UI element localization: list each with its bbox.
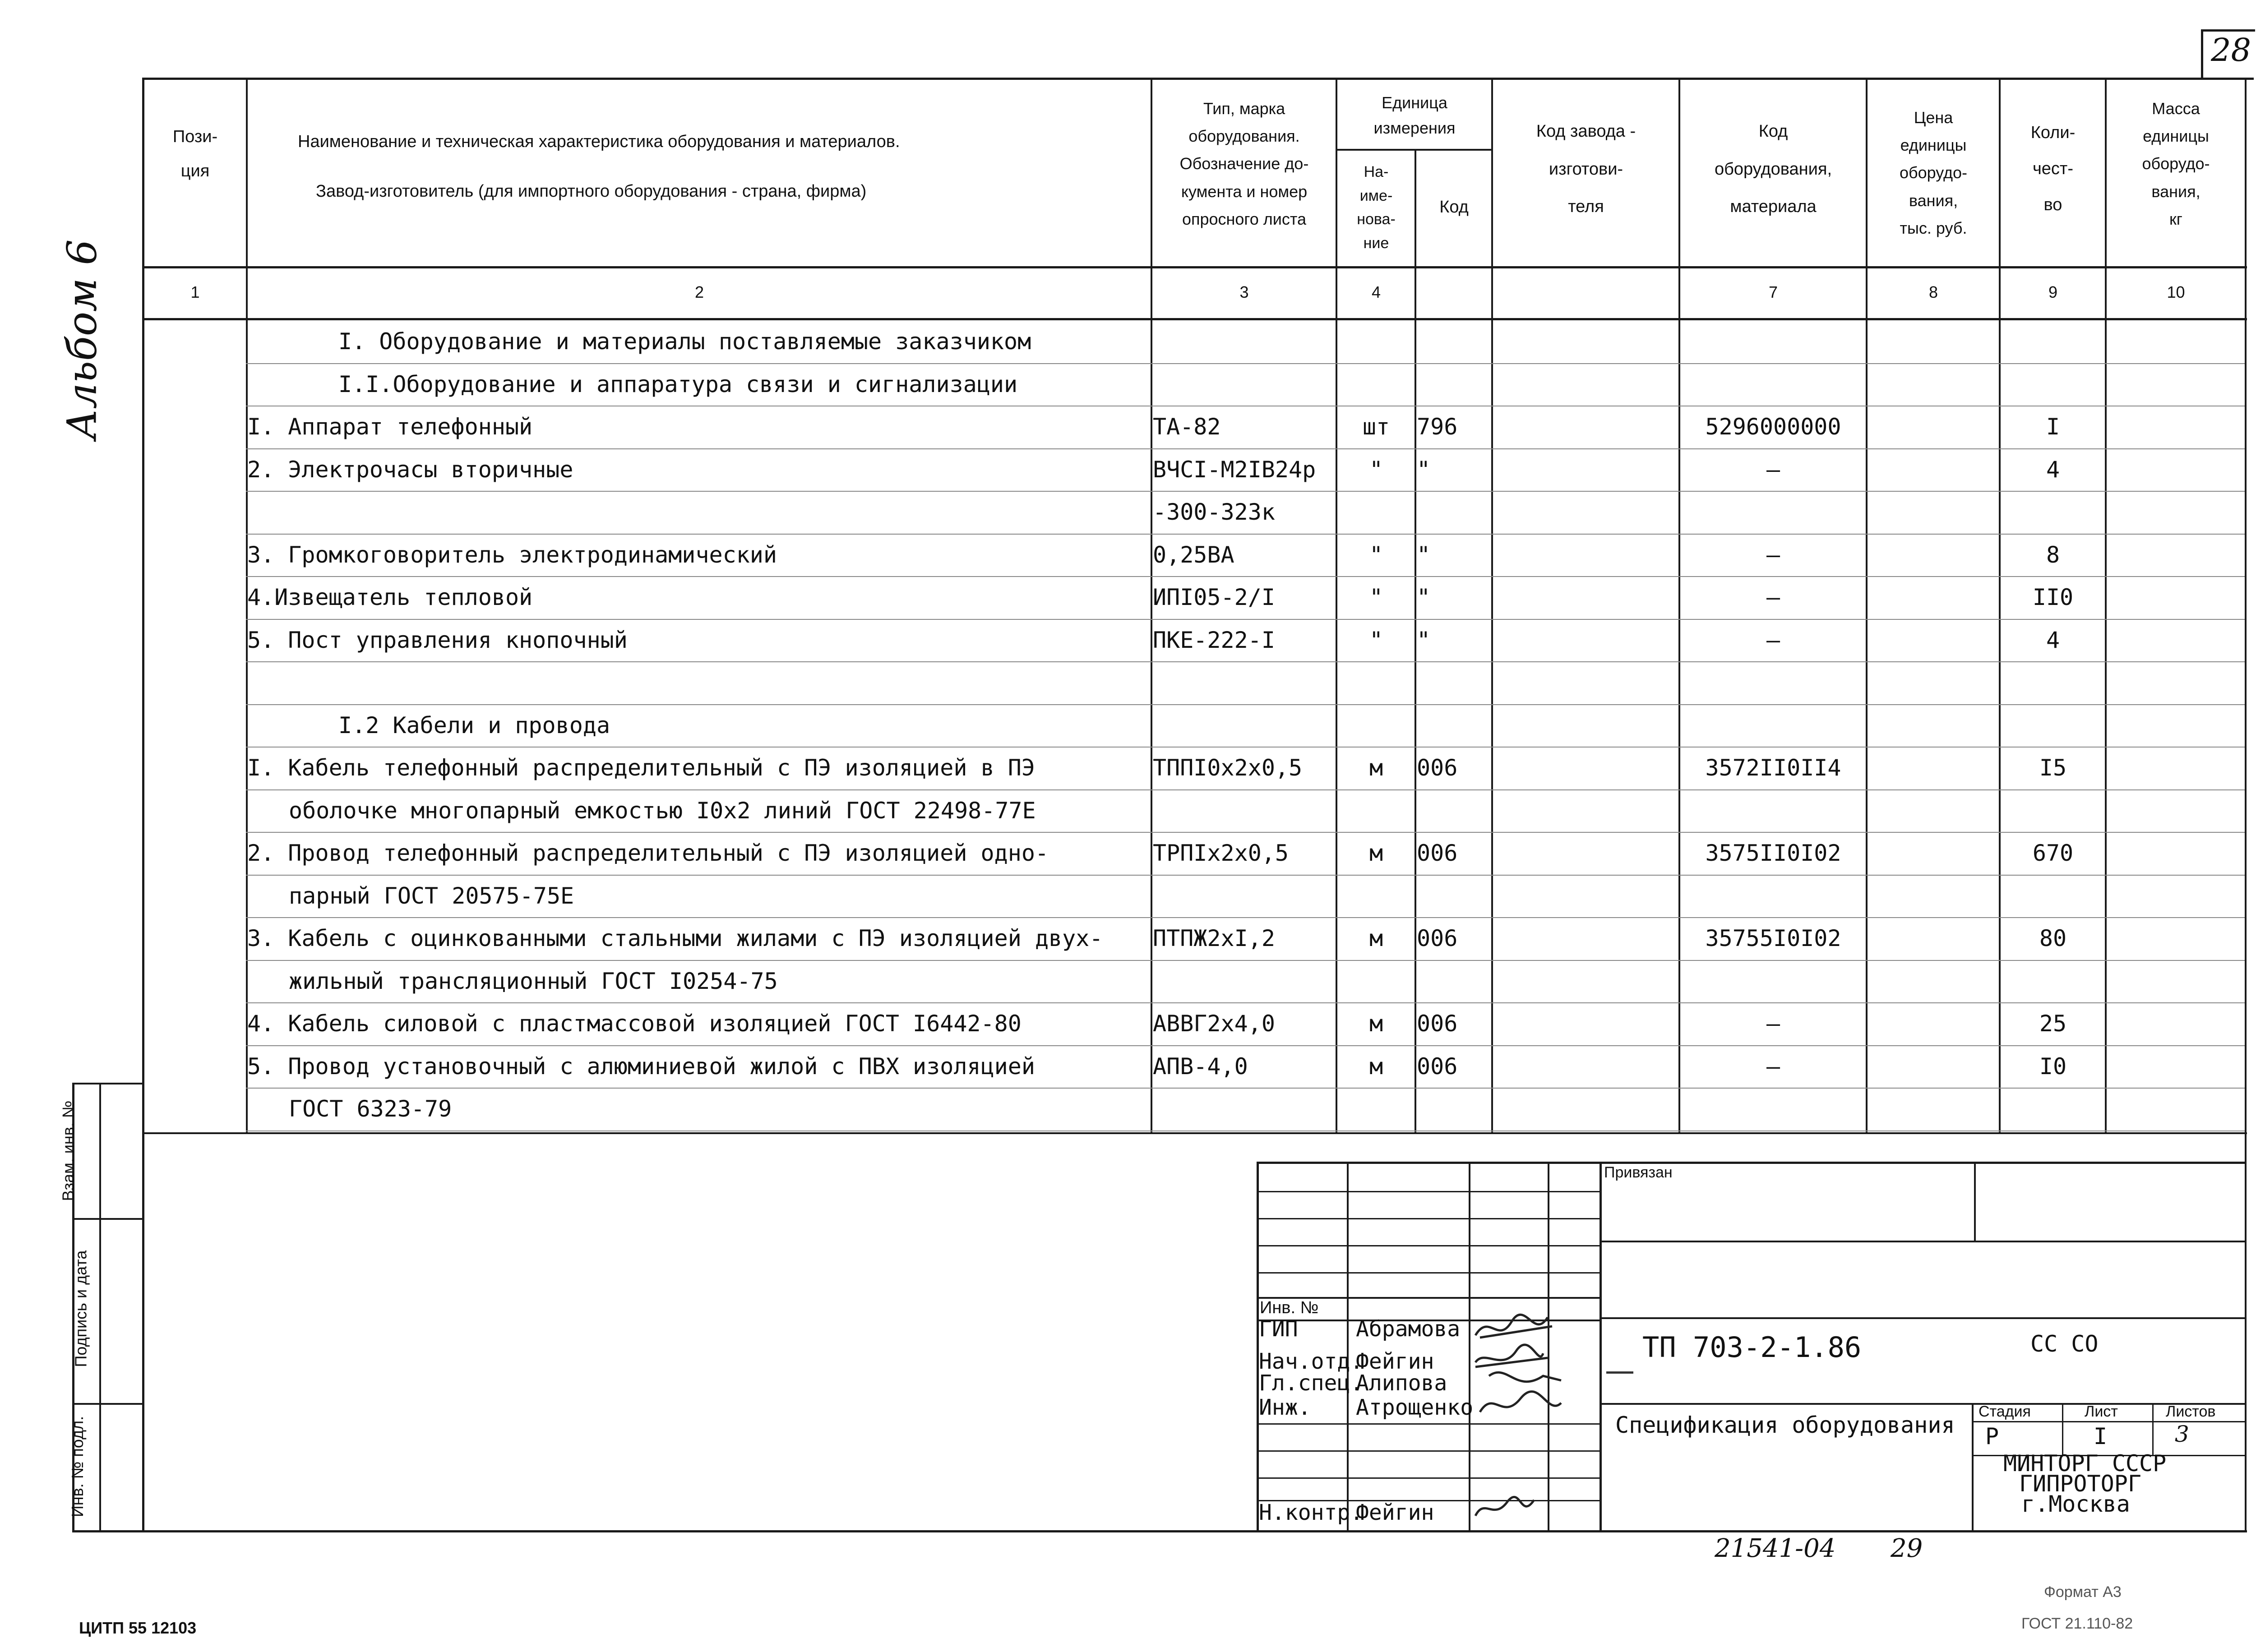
table-row-line (246, 1002, 2245, 1003)
row-unit: шт (1362, 414, 1390, 440)
table-col-line (1866, 78, 1868, 1132)
table-row-line (246, 875, 2245, 876)
colnum-7: 7 (1768, 283, 1778, 301)
row-unit: " (1369, 541, 1383, 568)
row-material-code: – (1766, 456, 1780, 483)
row-qty: 8 (2046, 541, 2060, 568)
row-type: ТА-82 (1153, 414, 1221, 440)
header-position: Пози- ция (172, 127, 218, 180)
row-type: ПТПЖ2хI,2 (1153, 925, 1275, 951)
stamp-sheet: I (2094, 1423, 2108, 1449)
row-unit: " (1369, 584, 1383, 610)
table-col-line (1678, 78, 1680, 1132)
row-qty: 25 (2039, 1011, 2067, 1037)
row-unit-code: 006 (1417, 1053, 1458, 1080)
stamp-name-2: Фейгин (1356, 1349, 1434, 1374)
row-unit: м (1369, 1053, 1383, 1080)
colnum-9: 9 (2048, 283, 2058, 301)
table-col-line (1999, 78, 2001, 1132)
stamp-org3: г.Москва (2021, 1491, 2130, 1517)
row-type: ВЧСI-М2IВ24р (1153, 456, 1316, 483)
table-row-line (246, 832, 2245, 833)
table-row-line (246, 789, 2245, 790)
row-name: 4. Кабель силовой с пластмассовой изоляцией ГОСТ I6442-80 (247, 1011, 1022, 1037)
table-row-line (246, 917, 2245, 918)
row-unit-code: 006 (1417, 925, 1458, 951)
row-qty: 4 (2046, 456, 2060, 483)
table-col-line (1336, 78, 1337, 1132)
row-qty: 4 (2046, 627, 2060, 653)
bottom-handwritten-code: 21541-04 (1715, 1534, 1836, 1563)
row-name: парный ГОСТ 20575-75Е (289, 882, 574, 909)
row-unit-code: 006 (1417, 755, 1458, 781)
table-row-line (246, 619, 2245, 620)
side-label-inv: Инв. № подл. (68, 1416, 87, 1518)
table-col-line (2245, 78, 2247, 1132)
stamp-role-3: Гл.спец. (1259, 1371, 1364, 1396)
header-type: Тип, марка оборудования. Обозначение до- кумента и номер опросного листа (1179, 99, 1309, 228)
header-unit: Единица измерения (1373, 93, 1456, 137)
stamp-sheets: 3 (2175, 1421, 2189, 1447)
table-row-line (246, 960, 2245, 961)
row-qty: II0 (2032, 584, 2074, 610)
stamp-org2: ГИПРОТОРГ (2019, 1471, 2141, 1497)
table-row-line (246, 363, 2245, 364)
row-unit-code: 006 (1417, 1011, 1458, 1037)
signature-5 (1475, 1497, 1534, 1516)
stamp-mark: СС СО (2030, 1331, 2099, 1357)
row-qty: I5 (2039, 755, 2067, 781)
table-col-line (1491, 78, 1493, 1132)
stamp-role-2: Нач.отд. (1259, 1349, 1364, 1374)
row-unit-code: " (1417, 541, 1431, 568)
row-name: оболочке многопарный емкостью I0х2 линий ГОСТ 22498-77Е (289, 797, 1036, 824)
row-unit-code: " (1417, 584, 1431, 610)
row-name: ГОСТ 6323-79 (289, 1096, 452, 1122)
row-type: ТППI0х2х0,5 (1153, 755, 1303, 781)
row-qty: 670 (2032, 840, 2074, 866)
table-row-line (246, 534, 2245, 535)
frame-bottom (72, 1530, 2247, 1532)
header-factory-code: Код завода - изготови- теля (1536, 122, 1636, 217)
row-unit-code: 796 (1417, 414, 1458, 440)
colnum-8: 8 (1928, 283, 1938, 301)
row-name: 2. Провод телефонный распределительный с ПЭ изоляцией одно- (247, 840, 1049, 866)
row-unit-code: " (1417, 627, 1431, 653)
stamp-name-5: Фейгин (1356, 1500, 1434, 1525)
row-type: ТРПIх2х0,5 (1153, 840, 1289, 866)
ctp-label: ЦИТП 55 12103 (79, 1619, 197, 1637)
stamp-role-5: Н.контр. (1259, 1500, 1364, 1525)
stamp-privyazan: Привязан (1604, 1164, 1673, 1181)
table-row-line (246, 576, 2245, 577)
row-name: 5. Провод установочный с алюминиевой жилой с ПВХ изоляцией (247, 1053, 1035, 1080)
row-type: АПВ-4,0 (1153, 1053, 1248, 1080)
stamp-title: Спецификация оборудования (1615, 1412, 1955, 1438)
stamp-role-1: ГИП (1259, 1316, 1298, 1342)
stamp-name-1: Абрамова (1356, 1316, 1461, 1342)
row-material-code: – (1766, 627, 1780, 653)
row-material-code: – (1766, 1011, 1780, 1037)
row-name: 4.Извещатель тепловой (247, 584, 533, 610)
format-label: Формат А3 (2044, 1583, 2122, 1601)
row-name: I.I.Оборудование и аппаратура связи и сигнализации (338, 371, 1018, 397)
colnum-1: 1 (190, 283, 200, 301)
side-label-vzam: Взам. инв. № (59, 1100, 78, 1201)
row-material-code: 3572II0II4 (1705, 755, 1841, 781)
row-name: I. Оборудование и материалы поставляемые заказчиком (338, 328, 1031, 355)
row-type: АВВГ2х4,0 (1153, 1011, 1275, 1037)
gost-label: ГОСТ 21.110-82 (2021, 1615, 2133, 1632)
stamp-inv: Инв. № (1260, 1298, 1319, 1317)
row-qty: 80 (2039, 925, 2067, 951)
row-unit: " (1369, 456, 1383, 483)
stamp-sheet-label: Лист (2085, 1403, 2118, 1420)
header-material-code: Код оборудования, материала (1714, 122, 1832, 217)
row-unit: м (1369, 840, 1383, 866)
row-name: I.2 Кабели и провода (338, 712, 610, 738)
row-material-code: 5296000000 (1705, 414, 1841, 440)
row-name: I. Аппарат телефонный (247, 414, 533, 440)
header-qty: Коли- чест- во (2030, 123, 2076, 214)
stamp-name-3: Алипова (1356, 1371, 1447, 1396)
header-mass: Масса единицы оборудо- вания, кг (2142, 99, 2210, 228)
row-material-code: – (1766, 584, 1780, 610)
stamp-sheets-label: Листов (2166, 1403, 2216, 1420)
stamp-stage: Р (1985, 1423, 1999, 1449)
header-unit-name: На- име- нова- ние (1357, 163, 1396, 252)
row-material-code: 35755I0I02 (1705, 925, 1841, 951)
row-type: ИПI05-2/I (1153, 584, 1275, 610)
row-material-code: – (1766, 1053, 1780, 1080)
header-unit-code: Код (1439, 198, 1469, 217)
table-col-line (1415, 149, 1416, 1132)
page-number: 28 (2211, 32, 2251, 69)
row-unit: м (1369, 1011, 1383, 1037)
stamp-dash (1606, 1371, 1633, 1374)
table-col-line (1151, 78, 1152, 1132)
frame-top (142, 78, 2254, 80)
signature-3 (1489, 1372, 1561, 1381)
album-label: Альбом 6 (58, 239, 106, 440)
stamp-org1: МИНТОРГ СССР (2003, 1450, 2167, 1477)
row-name: жильный трансляционный ГОСТ I0254-75 (289, 968, 778, 994)
header-price: Цена единицы оборудо- вания, тыс. руб. (1899, 108, 1968, 237)
header-name-line1: Наименование и техническая характеристика оборудования и материалов. (298, 132, 900, 151)
table-row-line (246, 448, 2245, 449)
signatures-svg (1471, 1308, 1615, 1525)
side-label-podpis: Подпись и дата (71, 1250, 90, 1367)
row-type: 0,25ВА (1153, 541, 1234, 568)
table-row-line (246, 747, 2245, 748)
stamp-stage-label: Стадия (1979, 1403, 2031, 1420)
stamp-name-4: Атрощенко (1356, 1395, 1474, 1420)
table-col-line (142, 78, 144, 1132)
table-row-line (246, 661, 2245, 662)
signature-1 (1475, 1315, 1552, 1338)
row-type: -300-323к (1153, 499, 1275, 525)
row-qty: I0 (2039, 1053, 2067, 1080)
signature-4 (1480, 1392, 1561, 1412)
row-name: I. Кабель телефонный распределительный с ПЭ изоляцией в ПЭ (247, 755, 1035, 781)
row-unit: м (1369, 755, 1383, 781)
row-unit-code: 006 (1417, 840, 1458, 866)
signature-2 (1475, 1345, 1548, 1367)
row-name: 5. Пост управления кнопочный (247, 627, 628, 653)
colnum-3: 3 (1239, 283, 1249, 301)
row-name: 2. Электрочасы вторичные (247, 456, 573, 483)
stamp-doc-code: ТП 703-2-1.86 (1642, 1331, 1862, 1364)
row-type: ПКЕ-222-I (1153, 627, 1275, 653)
row-material-code: 3575II0I02 (1705, 840, 1841, 866)
row-material-code: – (1766, 541, 1780, 568)
bottom-page-number: 29 (1891, 1534, 1923, 1563)
colnum-2: 2 (694, 283, 704, 301)
table-row-line (246, 704, 2245, 705)
header-name-line2: Завод-изготовитель (для импортного оборудования - страна, фирма) (316, 182, 867, 201)
table-row-line (246, 1088, 2245, 1089)
row-unit-code: " (1417, 456, 1431, 483)
row-qty: I (2046, 414, 2060, 440)
row-unit: " (1369, 627, 1383, 653)
table-row-line (246, 1045, 2245, 1046)
colnum-10: 10 (2167, 283, 2185, 301)
row-name: 3. Кабель с оцинкованными стальными жилами с ПЭ изоляцией двух- (247, 925, 1103, 951)
table-row-line (246, 491, 2245, 492)
row-unit: м (1369, 925, 1383, 951)
row-name: 3. Громкоговоритель электродинамический (247, 541, 777, 568)
colnum-4: 4 (1371, 283, 1381, 301)
table-col-line (2105, 78, 2107, 1132)
stamp-role-4: Инж. (1259, 1395, 1311, 1420)
